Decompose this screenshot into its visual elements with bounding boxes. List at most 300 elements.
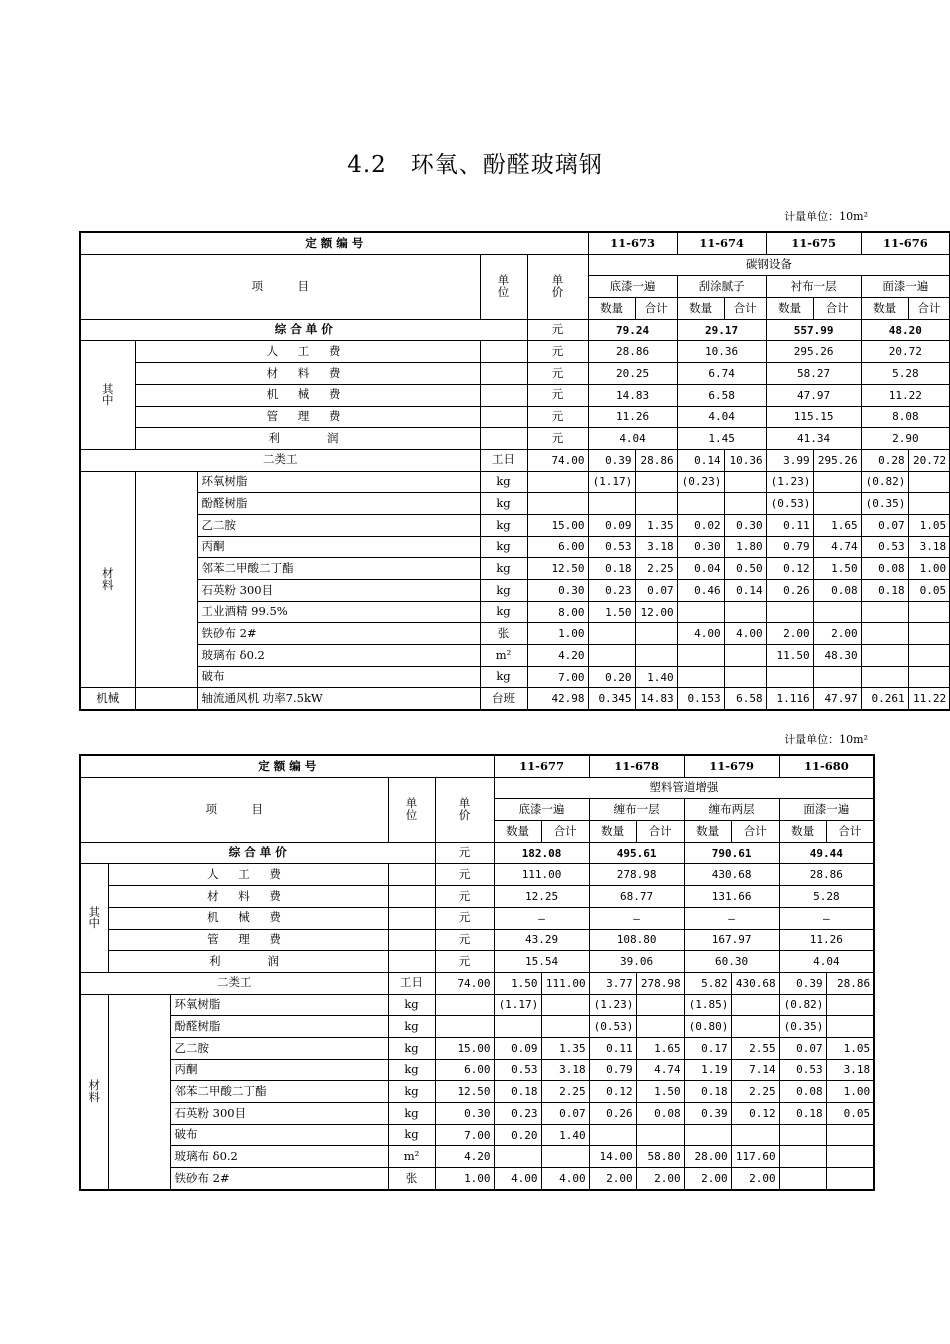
cost-name: 利 润 [108,951,388,973]
unit-cell: kg [480,601,527,623]
value-cell: 28.86 [826,972,874,994]
value-cell [589,1124,636,1146]
subtotal-label: 合计 [826,821,874,843]
material-name: 破布 [170,1124,388,1146]
material-row [80,645,950,667]
value-cell: (0.35) [779,1016,826,1038]
value-cell [724,666,766,688]
of-which-label: 其 中 [80,864,108,972]
cost-value: 41.34 [766,428,861,450]
cost-value: 20.25 [588,363,677,385]
value-cell: 2.00 [813,623,861,645]
cost-value: 68.77 [589,886,684,908]
quota-table-body [80,755,874,1190]
value-cell [635,623,677,645]
price-cell: 7.00 [435,1124,494,1146]
value-cell: 14.00 [589,1146,636,1168]
material-row [80,536,950,558]
subitem-label: 底漆一遍 [588,276,677,298]
qty-label: 数量 [684,821,731,843]
value-cell: 0.50 [724,558,766,580]
value-cell: 1.19 [684,1059,731,1081]
value-cell: 0.14 [724,580,766,602]
value-cell: 4.00 [677,623,724,645]
value-cell: 0.30 [677,536,724,558]
group-label: 塑料管道增强 [494,777,874,799]
cost-name: 人 工 费 [108,864,388,886]
value-cell [813,666,861,688]
cost-value: — [494,907,589,929]
price-cell [527,493,588,515]
value-cell: (1.85) [684,994,731,1016]
cost-value: 108.80 [589,929,684,951]
value-cell: 0.11 [766,514,813,536]
header-row [80,232,950,254]
quota-table-body [80,232,950,710]
cost-value: 60.30 [684,951,779,973]
subtotal-label: 合计 [813,298,861,320]
cost-row [80,428,950,450]
value-cell: 1.05 [826,1037,874,1059]
cost-name: 材 料 费 [108,886,388,908]
material-row [80,1124,874,1146]
value-cell: 0.79 [589,1059,636,1081]
value-cell: 0.345 [588,688,635,710]
value-cell: 0.11 [589,1037,636,1059]
materials-label: 材 料 [80,471,135,688]
cost-row [80,907,874,929]
value-cell: (0.23) [677,471,724,493]
cost-value: — [684,907,779,929]
material-row [80,558,950,580]
cost-value: 4.04 [588,428,677,450]
value-cell: 0.23 [588,580,635,602]
header-row [80,254,950,276]
value-cell [541,1146,589,1168]
price-cell: 8.00 [527,601,588,623]
subtotal-label: 合计 [731,821,779,843]
value-cell [813,493,861,515]
labor-name: 二类工 [80,449,480,471]
unit-cell: 元 [527,319,588,341]
materials-label: 材 料 [80,994,108,1190]
value-cell: 0.08 [636,1103,684,1125]
value-cell: 2.55 [731,1037,779,1059]
cost-name: 机 械 费 [108,907,388,929]
value-cell: 0.18 [684,1081,731,1103]
qty-label: 数量 [766,298,813,320]
cost-value: 111.00 [494,864,589,886]
unit-cell: 元 [527,428,588,450]
cost-value: 43.29 [494,929,589,951]
spacer-cell [135,471,197,688]
material-name: 酚醛树脂 [170,1016,388,1038]
cost-row [80,384,950,406]
value-cell: 3.18 [635,536,677,558]
material-row [80,1016,874,1038]
cost-value: 11.26 [779,929,874,951]
qty-label: 数量 [779,821,826,843]
labor-row [80,972,874,994]
subtotal-label: 合计 [908,298,950,320]
cost-value: 1.45 [677,428,766,450]
value-cell [635,645,677,667]
cost-name: 机 械 费 [135,384,480,406]
value-cell: 0.18 [494,1081,541,1103]
value-cell: 0.23 [494,1103,541,1125]
quota-code: 11-675 [766,232,861,254]
cost-value: 39.06 [589,951,684,973]
material-name: 酚醛树脂 [197,493,480,515]
value-cell [908,493,950,515]
value-cell: 4.74 [813,536,861,558]
value-cell [724,645,766,667]
value-cell [908,666,950,688]
quota-table-1 [79,231,950,711]
cost-value: 4.04 [779,951,874,973]
price-cell: 0.30 [435,1103,494,1125]
unit-cell: m² [480,645,527,667]
quota-code: 11-678 [589,755,684,777]
price-cell: 12.50 [435,1081,494,1103]
value-cell: (1.23) [589,994,636,1016]
value-cell: 0.18 [779,1103,826,1125]
value-cell: 28.86 [635,449,677,471]
value-cell [731,1016,779,1038]
material-name: 石英粉 300目 [170,1103,388,1125]
value-cell: 1.80 [724,536,766,558]
cost-value: 430.68 [684,864,779,886]
value-cell [826,1168,874,1190]
value-cell [635,493,677,515]
value-cell: 0.02 [677,514,724,536]
value-cell: 20.72 [908,449,950,471]
value-cell: 0.07 [779,1037,826,1059]
material-row [80,493,950,515]
cost-value: 5.28 [861,363,950,385]
material-name: 石英粉 300目 [197,580,480,602]
value-cell [677,645,724,667]
cost-name: 材 料 费 [135,363,480,385]
price-cell: 6.00 [435,1059,494,1081]
value-cell: 0.53 [588,536,635,558]
value-cell [826,1146,874,1168]
value-cell: 0.09 [494,1037,541,1059]
value-cell [588,493,635,515]
subitem-label: 底漆一遍 [494,799,589,821]
spacer-cell [108,994,170,1190]
value-cell: 0.08 [861,558,908,580]
material-row [80,623,950,645]
unit-cell: 元 [435,864,494,886]
cost-name: 人 工 费 [135,341,480,363]
machine-row [80,688,950,710]
cost-value: 11.22 [861,384,950,406]
value-cell: 0.39 [684,1103,731,1125]
unit-cell: 元 [435,886,494,908]
value-cell: 2.25 [731,1081,779,1103]
value-cell [588,645,635,667]
subitem-label: 缠布两层 [684,799,779,821]
unit-cell [388,907,435,929]
material-row [80,1081,874,1103]
material-name: 乙二胺 [170,1037,388,1059]
value-cell [813,601,861,623]
unit-cell: 工日 [388,972,435,994]
price-cell: 1.00 [527,623,588,645]
unit-cell: kg [388,1103,435,1125]
material-row [80,1146,874,1168]
labor-row [80,449,950,471]
price-cell: 4.20 [527,645,588,667]
composite-value: 49.44 [779,842,874,864]
cost-value: 6.74 [677,363,766,385]
price-cell: 74.00 [435,972,494,994]
price-cell: 7.00 [527,666,588,688]
value-cell: 0.79 [766,536,813,558]
value-cell: 0.04 [677,558,724,580]
value-cell: 12.00 [635,601,677,623]
composite-value: 790.61 [684,842,779,864]
cost-value: — [589,907,684,929]
material-name: 丙酮 [197,536,480,558]
value-cell [813,471,861,493]
unit-cell: kg [388,1124,435,1146]
unit-cell: m² [388,1146,435,1168]
value-cell: 11.22 [908,688,950,710]
value-cell: (1.17) [494,994,541,1016]
subtotal-label: 合计 [724,298,766,320]
cost-value: 5.28 [779,886,874,908]
value-cell: 7.14 [731,1059,779,1081]
unit-cell [480,341,527,363]
price-cell [527,471,588,493]
cost-name: 管 理 费 [135,406,480,428]
cost-value: 295.26 [766,341,861,363]
unit-label: 单 位 [480,254,527,319]
value-cell: 0.12 [766,558,813,580]
cost-value: 278.98 [589,864,684,886]
unit-note-1: 计量单位：10m² [784,210,868,223]
value-cell: 0.39 [779,972,826,994]
material-name: 铁砂布 2# [197,623,480,645]
value-cell: 0.153 [677,688,724,710]
material-row [80,514,950,536]
composite-value: 495.61 [589,842,684,864]
value-cell: 2.00 [766,623,813,645]
unit-price-label: 单 价 [527,254,588,319]
price-cell: 15.00 [435,1037,494,1059]
cost-value: 20.72 [861,341,950,363]
unit-cell: 元 [435,929,494,951]
value-cell: 6.58 [724,688,766,710]
subtotal-label: 合计 [541,821,589,843]
material-row [80,666,950,688]
price-cell: 4.20 [435,1146,494,1168]
unit-cell: kg [388,1059,435,1081]
material-row [80,1168,874,1190]
composite-value: 79.24 [588,319,677,341]
cost-row [80,341,950,363]
value-cell: 4.00 [724,623,766,645]
quota-code: 11-673 [588,232,677,254]
price-cell: 0.30 [527,580,588,602]
unit-price-label: 单 价 [435,777,494,842]
value-cell: 1.116 [766,688,813,710]
cost-value: 131.66 [684,886,779,908]
value-cell [677,601,724,623]
value-cell [731,994,779,1016]
unit-cell [480,384,527,406]
page-title: 4.2 环氧、酚醛玻璃钢 [347,152,603,178]
group-label: 碳钢设备 [588,254,950,276]
value-cell: 0.05 [826,1103,874,1125]
composite-price-label: 综 合 单 价 [80,319,527,341]
machine-name: 轴流通风机 功率7.5kW [197,688,480,710]
cost-value: 28.86 [588,341,677,363]
value-cell [588,623,635,645]
cost-value: 12.25 [494,886,589,908]
value-cell: 47.97 [813,688,861,710]
composite-price-label: 综 合 单 价 [80,842,435,864]
value-cell: 2.00 [589,1168,636,1190]
unit-cell: kg [480,493,527,515]
value-cell: 14.83 [635,688,677,710]
composite-value: 557.99 [766,319,861,341]
quota-number-label: 定 额 编 号 [80,232,588,254]
value-cell: (0.53) [589,1016,636,1038]
unit-cell: kg [388,1037,435,1059]
value-cell: 0.07 [861,514,908,536]
value-cell: (1.23) [766,471,813,493]
labor-name: 二类工 [80,972,388,994]
value-cell: 0.46 [677,580,724,602]
subitem-label: 衬布一层 [766,276,861,298]
value-cell: 2.00 [731,1168,779,1190]
composite-row [80,319,950,341]
quota-code: 11-679 [684,755,779,777]
value-cell: 0.12 [589,1081,636,1103]
value-cell: 1.65 [636,1037,684,1059]
material-row [80,601,950,623]
value-cell: 0.53 [494,1059,541,1081]
value-cell [861,666,908,688]
composite-row [80,842,874,864]
value-cell: 0.30 [724,514,766,536]
material-name: 邻苯二甲酸二丁酯 [170,1081,388,1103]
value-cell: 0.09 [588,514,635,536]
value-cell: 3.77 [589,972,636,994]
item-label: 项 目 [80,254,480,319]
material-name: 破布 [197,666,480,688]
value-cell: 0.26 [589,1103,636,1125]
value-cell: 3.18 [541,1059,589,1081]
value-cell: (1.17) [588,471,635,493]
value-cell: (0.35) [861,493,908,515]
value-cell [724,601,766,623]
value-cell [541,994,589,1016]
cost-value: 47.97 [766,384,861,406]
material-row [80,1059,874,1081]
spacer-cell [135,688,197,710]
material-row [80,994,874,1016]
value-cell: 2.00 [636,1168,684,1190]
price-cell [435,994,494,1016]
value-cell: 0.08 [779,1081,826,1103]
material-name: 玻璃布 δ0.2 [197,645,480,667]
cost-value: 28.86 [779,864,874,886]
value-cell: 117.60 [731,1146,779,1168]
value-cell: 1.50 [636,1081,684,1103]
value-cell: 0.20 [494,1124,541,1146]
value-cell [779,1146,826,1168]
value-cell [636,1124,684,1146]
value-cell: 2.25 [541,1081,589,1103]
value-cell: 430.68 [731,972,779,994]
cost-row [80,886,874,908]
price-cell [435,1016,494,1038]
value-cell [908,623,950,645]
value-cell [861,645,908,667]
unit-cell: kg [388,1016,435,1038]
material-name: 邻苯二甲酸二丁酯 [197,558,480,580]
value-cell: 111.00 [541,972,589,994]
value-cell: 0.14 [677,449,724,471]
qty-label: 数量 [589,821,636,843]
value-cell [861,623,908,645]
value-cell: 0.20 [588,666,635,688]
cost-value: 14.83 [588,384,677,406]
unit-cell: 元 [435,842,494,864]
material-row [80,1037,874,1059]
material-row [80,1103,874,1125]
value-cell: 1.40 [541,1124,589,1146]
quota-number-label: 定 额 编 号 [80,755,494,777]
cost-value: 167.97 [684,929,779,951]
material-name: 玻璃布 δ0.2 [170,1146,388,1168]
value-cell: 295.26 [813,449,861,471]
value-cell [908,645,950,667]
material-name: 丙酮 [170,1059,388,1081]
unit-cell: 工日 [480,449,527,471]
value-cell: 5.82 [684,972,731,994]
unit-cell: kg [480,666,527,688]
value-cell [724,493,766,515]
unit-cell [480,428,527,450]
cost-value: 4.04 [677,406,766,428]
value-cell: 4.00 [494,1168,541,1190]
unit-cell: 张 [480,623,527,645]
value-cell: 11.50 [766,645,813,667]
unit-cell: 台班 [480,688,527,710]
quota-code: 11-676 [861,232,950,254]
value-cell [636,994,684,1016]
material-row [80,580,950,602]
item-label: 项 目 [80,777,388,842]
value-cell: 1.50 [494,972,541,994]
material-name: 工业酒精 99.5% [197,601,480,623]
material-name: 铁砂布 2# [170,1168,388,1190]
value-cell: 10.36 [724,449,766,471]
value-cell: 1.00 [908,558,950,580]
value-cell: 0.28 [861,449,908,471]
value-cell: 28.00 [684,1146,731,1168]
unit-cell [388,951,435,973]
value-cell [826,994,874,1016]
machinery-label: 机械 [80,688,135,710]
material-name: 环氧树脂 [170,994,388,1016]
value-cell [636,1016,684,1038]
